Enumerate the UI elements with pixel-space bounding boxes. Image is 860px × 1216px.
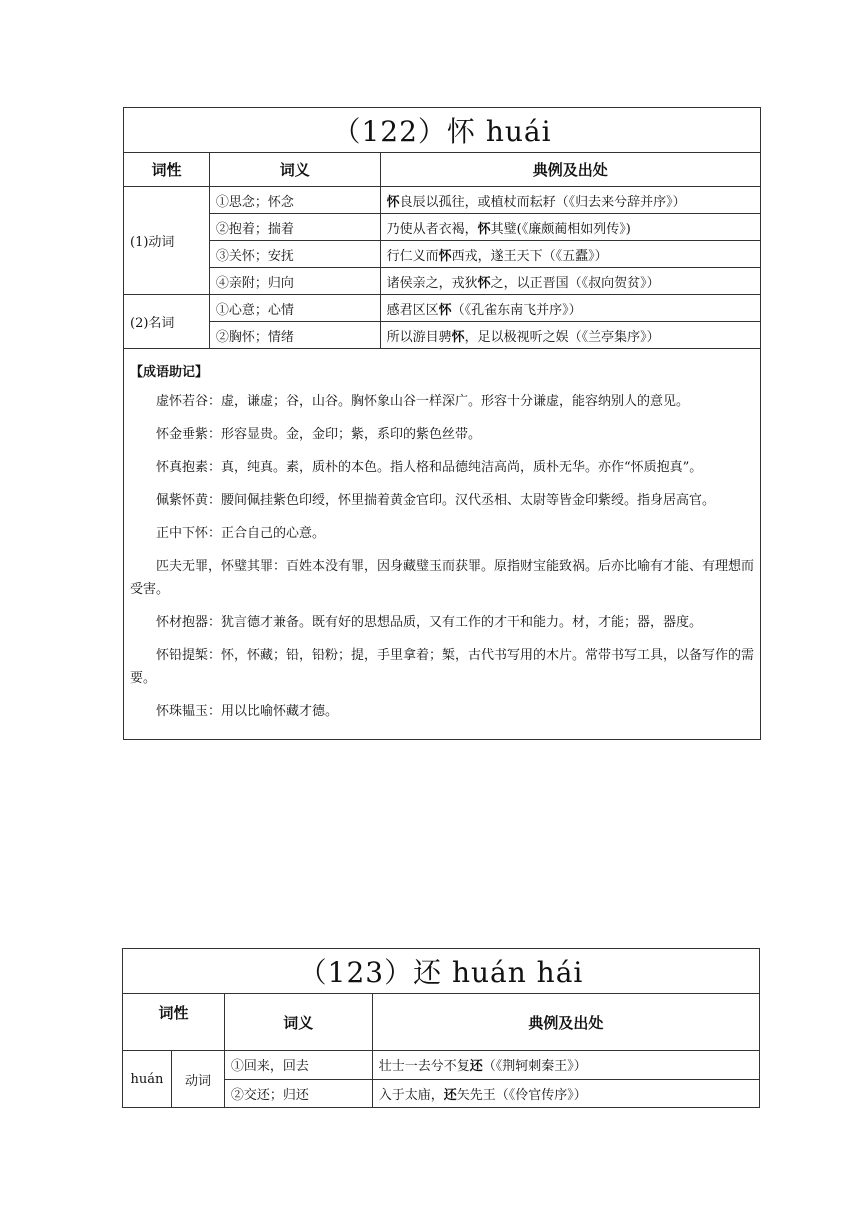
example-text: 所以游目骋 bbox=[386, 329, 452, 345]
table-row bbox=[124, 241, 761, 268]
table-row bbox=[124, 187, 761, 214]
example-cell bbox=[380, 322, 760, 349]
idiom-paragraph: 匹夫无罪，怀璧其罪：百姓本没有罪，因身藏璧玉而获罪。原指财宝能致祸。后亦比喻有才能、有理想而受害。 bbox=[130, 559, 755, 597]
headword-mark: 怀 bbox=[477, 275, 491, 291]
example-cell bbox=[372, 1051, 759, 1080]
idiom-paragraph: 怀真抱素：真，纯真。素，质朴的本色。指人格和品德纯洁高尚，质朴无华。亦作“怀质抱真”。 bbox=[156, 460, 703, 475]
idiom-paragraph: 怀珠韫玉：用以比喻怀藏才德。 bbox=[156, 704, 339, 719]
meaning-cell: ②交还；归还 bbox=[224, 1079, 372, 1108]
example-text: 良辰以孤往，或植杖而耘耔（《归去来兮辞并序》） bbox=[399, 194, 686, 210]
table-row bbox=[123, 1051, 760, 1080]
idiom-paragraph: 怀铅提椠：怀，怀藏；铅，铅粉；提，手里拿着；椠，古代书写用的木片。常带书写工具，以备写作的需要。 bbox=[130, 648, 755, 686]
header-pos: 词性 bbox=[123, 994, 225, 1051]
header-meaning: 词义 bbox=[209, 153, 380, 187]
example-text: 行仁义而 bbox=[386, 248, 439, 264]
meaning-cell: ②抱着；揣着 bbox=[209, 214, 380, 241]
meaning-cell: ①回来，回去 bbox=[224, 1051, 372, 1080]
example-cell bbox=[380, 295, 760, 322]
headword-mark: 还 bbox=[469, 1059, 483, 1075]
example-cell bbox=[380, 241, 760, 268]
meaning-cell: ②胸怀；情绪 bbox=[209, 322, 380, 349]
pos-cell: 动词 bbox=[171, 1051, 224, 1108]
meaning-cell: ①思念；怀念 bbox=[209, 187, 380, 214]
example-cell bbox=[380, 268, 760, 295]
pos-cell: (1)动词 bbox=[124, 187, 210, 295]
table-row bbox=[124, 322, 761, 349]
header-pos: 词性 bbox=[124, 153, 210, 187]
headword-mark: 怀 bbox=[438, 248, 452, 264]
example-text: 之，以正晋国（《叔向贺贫》） bbox=[490, 275, 660, 291]
example-text: （《荆轲刺秦王》） bbox=[482, 1059, 587, 1075]
headword-mark: 怀 bbox=[386, 194, 400, 210]
header-example: 典例及出处 bbox=[372, 994, 759, 1051]
idiom-memory-section bbox=[124, 349, 761, 740]
example-cell bbox=[380, 187, 760, 214]
example-cell bbox=[380, 214, 760, 241]
headword-mark: 怀 bbox=[438, 302, 452, 318]
header-example: 典例及出处 bbox=[380, 153, 760, 187]
meaning-cell: ①心意；心情 bbox=[209, 295, 380, 322]
example-text: 诸侯亲之，戎狄 bbox=[386, 275, 478, 291]
example-text: 感君区区 bbox=[386, 302, 439, 318]
table-row bbox=[124, 268, 761, 295]
example-text: （《孔雀东南飞并序》） bbox=[451, 302, 582, 318]
headword-mark: 怀 bbox=[451, 329, 465, 345]
idiom-paragraph: 虚怀若谷：虚，谦虚；谷，山谷。胸怀象山谷一样深广。形容十分谦虚，能容纳别人的意见。 bbox=[156, 394, 690, 409]
pos-cell: (2)名词 bbox=[124, 295, 210, 349]
example-text: 壮士一去兮不复 bbox=[378, 1059, 470, 1075]
example-text: ，足以极视听之娱（《兰亭集序》） bbox=[464, 329, 660, 345]
meaning-cell: ③关怀；安抚 bbox=[209, 241, 380, 268]
idiom-paragraph: 怀材抱器：犹言德才兼备。既有好的思想品质，又有工作的才干和能力。材，才能；器，器度。 bbox=[156, 615, 703, 630]
example-text: 入于太庙， bbox=[378, 1087, 444, 1103]
table-row bbox=[124, 295, 761, 322]
idiom-memory-title: 【成语助记】 bbox=[130, 365, 209, 380]
entry-122-table bbox=[123, 107, 761, 740]
example-text: 乃使从者衣褐， bbox=[386, 221, 478, 237]
example-text: 西戎，遂王天下（《五蠹》） bbox=[451, 248, 608, 264]
headword-mark: 怀 bbox=[477, 221, 491, 237]
entry-title: （122）怀 huái bbox=[124, 108, 761, 153]
table-row bbox=[124, 214, 761, 241]
meaning-cell: ④亲附；归向 bbox=[209, 268, 380, 295]
idiom-paragraph: 正中下怀：正合自己的心意。 bbox=[156, 526, 326, 541]
header-meaning: 词义 bbox=[224, 994, 372, 1051]
idiom-paragraph: 佩紫怀黄：腰间佩挂紫色印绶，怀里揣着黄金官印。汉代丞相、太尉等皆金印紫绶。指身居高官。 bbox=[156, 493, 716, 508]
reading-cell: huán bbox=[123, 1051, 172, 1108]
example-cell bbox=[372, 1079, 759, 1108]
example-text: 其璧(《廉颇蔺相如列传》) bbox=[490, 221, 631, 237]
idiom-paragraph: 怀金垂紫：形容显贵。金，金印；紫，系印的紫色丝带。 bbox=[156, 427, 482, 442]
example-text: 矢先王（《伶官传序》） bbox=[456, 1087, 587, 1103]
entry-123-table bbox=[122, 948, 760, 1108]
headword-mark: 还 bbox=[443, 1087, 457, 1103]
entry-title: （123）还 huán hái bbox=[123, 949, 760, 994]
